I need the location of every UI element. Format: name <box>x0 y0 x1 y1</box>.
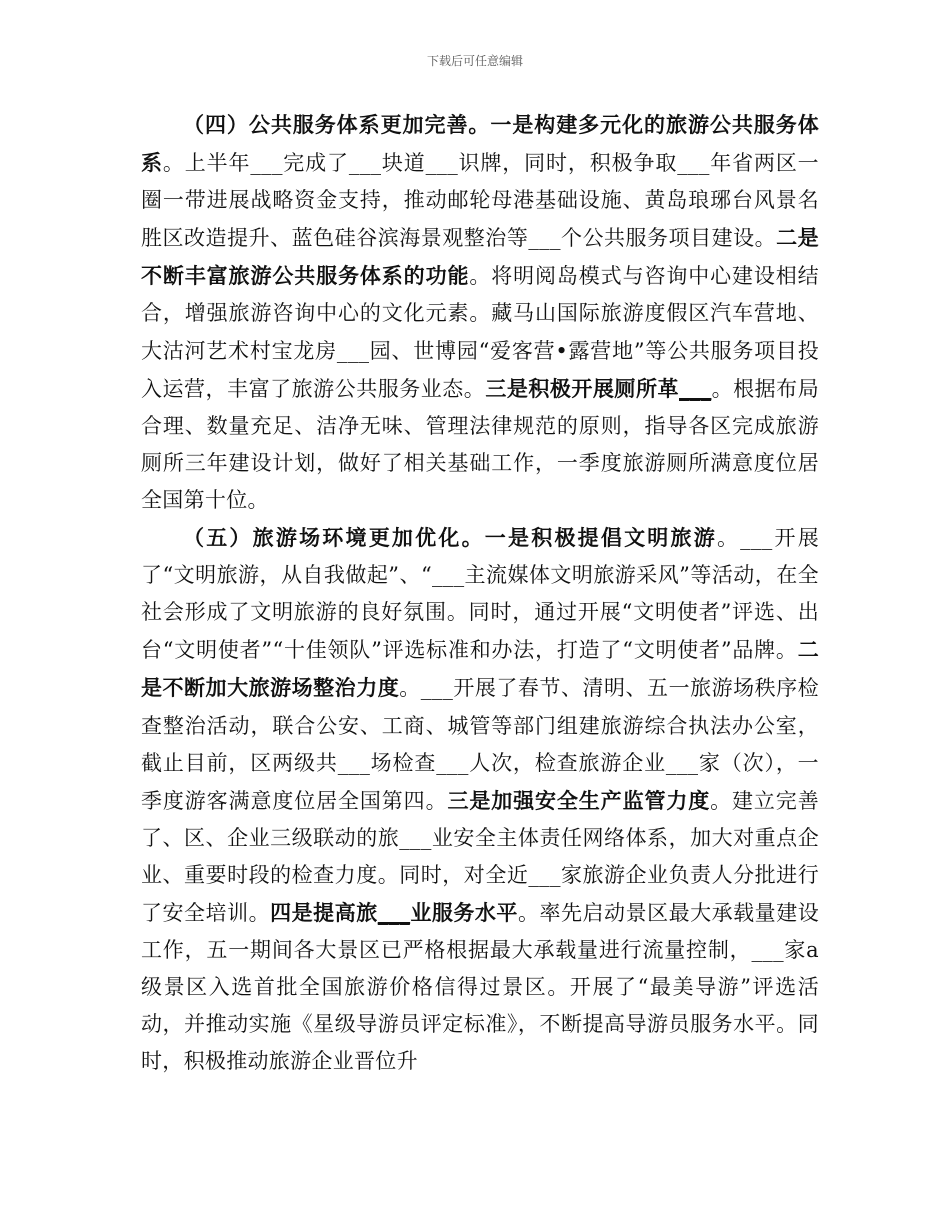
paragraph-text: 。将明阅岛模式与咨询中心建设相结合，增强旅游咨询中心的文化元素。藏马山国际旅游度假区汽车营地、大沽河艺术村宝龙房___园、世博园“爱客营•露营地”等公共服务项目投入运营，丰富了旅游公共服务业态。 <box>141 264 819 401</box>
point-heading: 四是提高旅 <box>270 899 378 925</box>
point-heading: 一是构建多元化的旅游公共服务体系 <box>141 112 820 176</box>
point-heading: 业服务水平 <box>410 899 518 925</box>
paragraph-tourism-environment <box>141 519 819 1080</box>
paragraph-public-services <box>141 106 819 519</box>
paragraph-text: 。率先启动景区最大承载量建设工作，五一期间各大景区已严格根据最大承载量进行流量控制，___家a级景区入选首批全国旅游价格信得过景区。开展了“最美导游”评选活动，并推动实施《星级导游员评定标准》，不断提高导游员服务水平。同时，积极推动旅游企业晋位升 <box>141 900 820 1074</box>
point-heading: 三是积极开展厕所革 <box>485 375 679 401</box>
page-header: 下载后可任意编辑 <box>426 54 523 68</box>
paragraph-text: 。建立完善了、区、企业三级联动的旅___业安全主体责任网络体系，加大对重点企业、重要时段的检查力度。同时，对全近___家旅游企业负责人分批进行了安全培训。 <box>141 788 819 925</box>
paragraph-text: 。上半年___完成了___块道___识牌，同时，积极争取___年省两区一圈一带进展战略资金支持，推动邮轮母港基础设施、黄岛琅琊台风景名胜区改造提升、蓝色硅谷滨海景观整治等___个公共服务项目建设。 <box>141 151 819 251</box>
point-heading: 二是不断丰富旅游公共服务体系的功能 <box>141 225 819 289</box>
section-heading: （四）公共服务体系更加完善。 <box>183 112 491 137</box>
point-heading: 二是不断加大旅游场整治力度 <box>141 637 819 701</box>
blank-underline: ___ <box>377 899 411 925</box>
blank-underline: ___ <box>679 375 712 401</box>
point-heading: 一是积极提倡文明旅游 <box>484 525 717 551</box>
section-heading: （五）旅游场环境更加优化。 <box>183 525 485 551</box>
document-body <box>141 106 819 1080</box>
paragraph-text: 。根据布局合理、数量充足、洁净无味、管理法律规范的原则，指导各区完成旅游厕所三年建设计划，做好了相关基础工作，一季度旅游厕所满意度位居全国第十位。 <box>141 376 820 512</box>
point-heading: 三是加强安全生产监管力度 <box>447 787 711 813</box>
paragraph-text: 。___开展了春节、清明、五一旅游场秩序检查整治活动，联合公安、工商、城管等部门组建旅游综合执法办公室，截止目前，区两级共___场检查___人次，检查旅游企业___家（次），一季度游客满意度位居全国第四。 <box>141 676 819 813</box>
paragraph-text: 。___开展了“文明旅游，从自我做起”、“___主流媒体文明旅游采风”等活动，在全社会形成了文明旅游的良好氛围。同时，通过开展“文明使者”评选、出台“文明使者”“十佳领队”评选标准和办法，打造了“文明使者”品牌。 <box>141 526 819 663</box>
